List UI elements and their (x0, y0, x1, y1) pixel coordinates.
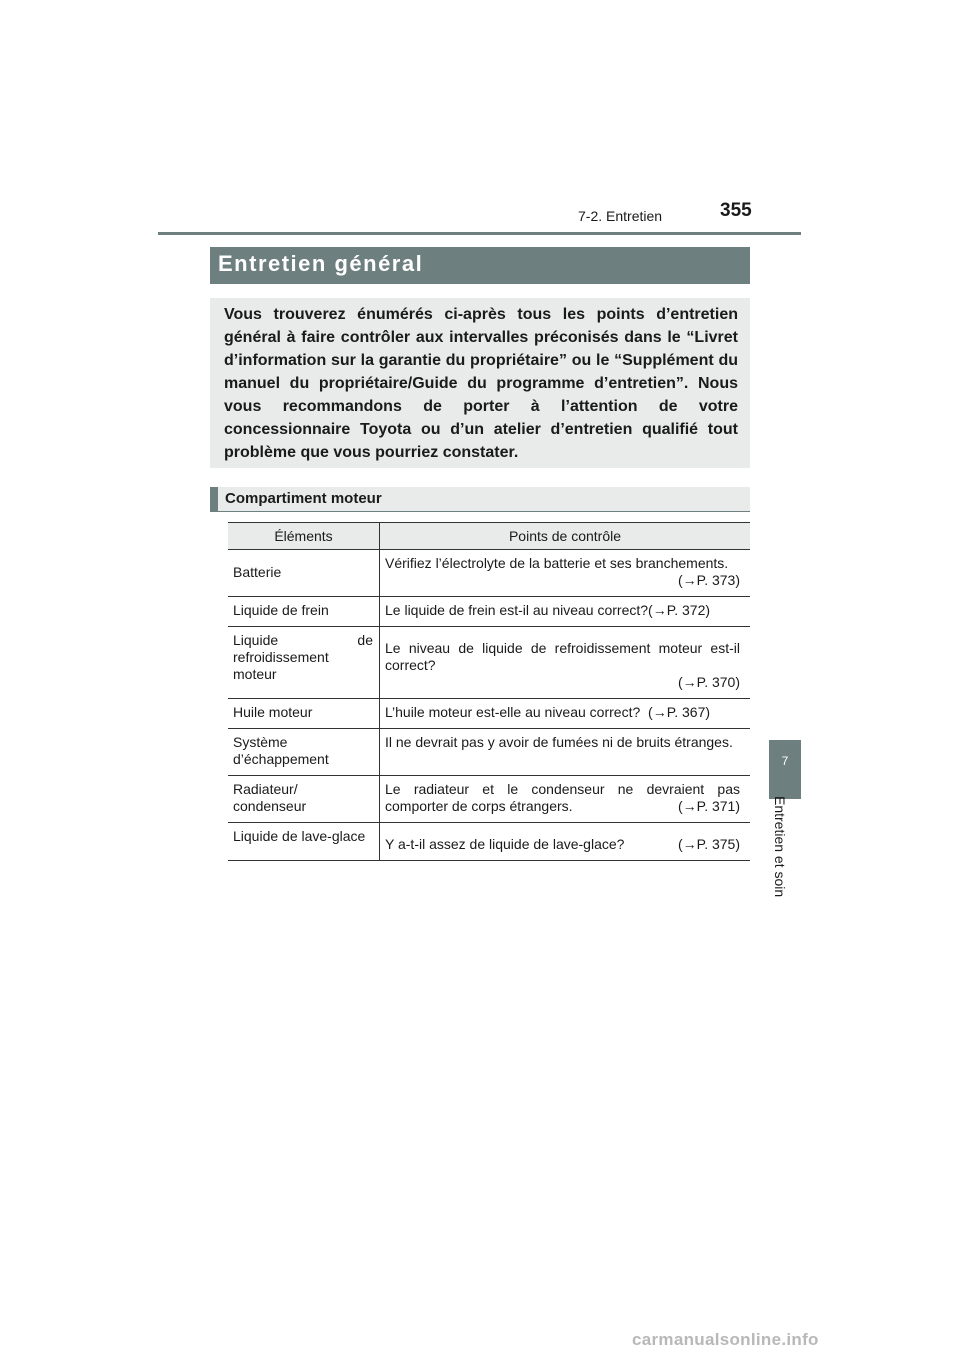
check-cell (380, 699, 751, 729)
table-row (228, 597, 750, 627)
maintenance-table (228, 522, 750, 861)
intro-text: Vous trouverez énumérés ci-après tous les points d’entretien général à faire contrôler aux intervalles préconisés dans le “Livret d’information sur la garantie du propriétaire” ou le “Supplément du manuel du propriétaire/Guide du programme d’entretien”. Nous vous recommandons de porter à l’attention de votre concessionnaire Toyota ou d’un atelier d’entretien qualifié tout problème que vous pourriez constater. (224, 306, 738, 461)
check-cell (380, 550, 751, 597)
subheading: Compartiment moteur (225, 490, 382, 507)
element-label: Liquide de lave-glace (233, 828, 366, 844)
table-row (228, 823, 750, 861)
subheading-accent (210, 487, 218, 511)
check-text: L’huile moteur est-elle au niveau correct? (385, 704, 641, 720)
header-elements: Éléments (228, 523, 380, 550)
page-number: 355 (720, 200, 752, 221)
page-reference: (→P. 371) (678, 798, 740, 814)
chapter-label: Entretien et soin (772, 796, 788, 898)
element-label: Liquide de frein (233, 602, 329, 618)
check-text: Vérifiez l’électrolyte de la batterie et ses branchements. (385, 555, 729, 571)
page-reference: (→P. 373) (678, 572, 740, 588)
page-title: Entretien général (218, 251, 424, 276)
page-reference: (→P. 367) (648, 704, 711, 720)
check-cell (380, 776, 751, 823)
header-rule (158, 232, 801, 235)
chapter-side-label (764, 796, 790, 920)
check-cell (380, 729, 751, 776)
table-row (228, 550, 750, 597)
intro-box (210, 298, 750, 468)
element-label: Système d’échappement (233, 734, 329, 767)
check-text: Le radiateur et le condenseur ne devraient pas comporter de corps étrangers. (385, 781, 740, 814)
watermark: carmanualsonline.info (632, 1330, 819, 1349)
element-label: Liquide de refroidissement moteur (233, 632, 373, 682)
element-cell (228, 729, 380, 776)
element-label: Huile moteur (233, 704, 313, 720)
page-reference: (→P. 370) (678, 674, 740, 690)
chapter-tab (769, 740, 801, 799)
element-cell (228, 776, 380, 823)
page-reference: (→P. 372) (648, 602, 711, 618)
page-reference: (→P. 375) (678, 836, 740, 852)
table-row (228, 776, 750, 823)
element-cell (228, 627, 380, 699)
check-cell (380, 627, 751, 699)
element-cell (228, 550, 380, 597)
check-text: Le niveau de liquide de refroidissement moteur est-il correct? (385, 640, 740, 673)
element-label: Radiateur/ condenseur (233, 781, 307, 814)
check-cell (380, 597, 751, 627)
table-row (228, 699, 750, 729)
title-bar (210, 247, 750, 284)
element-cell (228, 823, 380, 861)
section-reference: 7-2. Entretien (578, 208, 663, 224)
table-row (228, 627, 750, 699)
check-text: Le liquide de frein est-il au niveau correct? (385, 602, 649, 618)
check-text: Y a-t-il assez de liquide de lave-glace? (385, 836, 625, 852)
element-label: Batterie (233, 563, 282, 580)
header-check-points: Points de contrôle (380, 523, 751, 550)
element-cell (228, 597, 380, 627)
check-cell (380, 823, 751, 861)
check-text: Il ne devrait pas y avoir de fumées ni de bruits étranges. (385, 734, 733, 750)
subheading-bar (210, 487, 750, 512)
chapter-number: 7 (781, 754, 789, 768)
table-header-row (228, 523, 750, 550)
table-row (228, 729, 750, 776)
element-cell (228, 699, 380, 729)
